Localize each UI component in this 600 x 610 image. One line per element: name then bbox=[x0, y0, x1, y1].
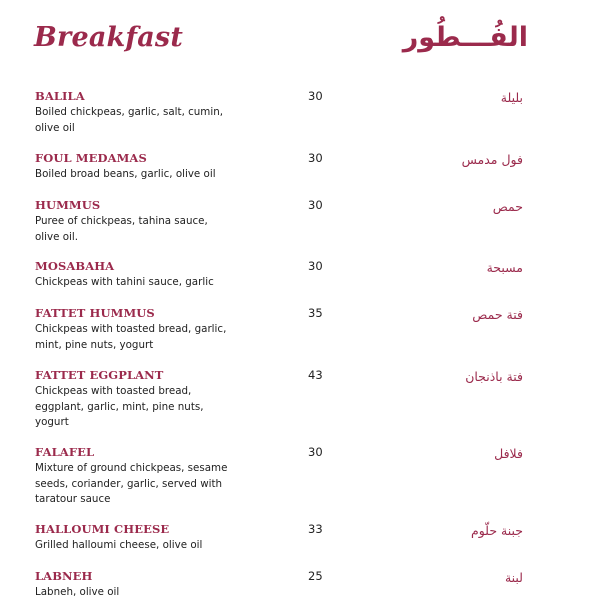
item-name-ar: لبنة bbox=[504, 570, 523, 585]
section-title-en: Breakfast bbox=[34, 22, 184, 53]
item-price: 30 bbox=[308, 151, 323, 165]
item-description: Chickpeas with toasted bread, eggplant, garlic, mint, pine nuts, yogurt bbox=[35, 385, 204, 428]
item-name-ar: فلافل bbox=[494, 446, 523, 461]
item-description: Chickpeas with toasted bread, garlic, mint, pine nuts, yogurt bbox=[35, 323, 227, 351]
item-name-ar: فول مدمس bbox=[461, 152, 523, 167]
item-name-en: MOSABAHA bbox=[35, 259, 115, 273]
item-description: Boiled chickpeas, garlic, salt, cumin, olive oil bbox=[35, 106, 223, 134]
item-price: 30 bbox=[308, 89, 323, 103]
item-price: 30 bbox=[308, 259, 323, 273]
item-price: 30 bbox=[308, 198, 323, 212]
item-price: 35 bbox=[308, 306, 323, 320]
item-description: Boiled broad beans, garlic, olive oil bbox=[35, 168, 216, 180]
section-title-ar: الفُـــطُور bbox=[402, 22, 528, 53]
item-price: 30 bbox=[308, 445, 323, 459]
item-description: Mixture of ground chickpeas, sesame seeds, coriander, garlic, served with taratour sauce bbox=[35, 462, 228, 505]
item-name-en: LABNEH bbox=[35, 569, 93, 583]
item-name-en: HALLOUMI CHEESE bbox=[35, 522, 170, 536]
item-price: 25 bbox=[308, 569, 323, 583]
item-name-en: FOUL MEDAMAS bbox=[35, 151, 147, 165]
item-name-en: BALILA bbox=[35, 89, 85, 103]
item-description: Grilled halloumi cheese, olive oil bbox=[35, 539, 203, 551]
item-description: Puree of chickpeas, tahina sauce, olive oil. bbox=[35, 215, 208, 243]
item-price: 33 bbox=[308, 522, 323, 536]
item-description: Chickpeas with tahini sauce, garlic bbox=[35, 276, 214, 288]
item-name-en: FATTET HUMMUS bbox=[35, 306, 155, 320]
item-price: 43 bbox=[308, 368, 323, 382]
item-name-ar: فتة باذنجان bbox=[465, 369, 523, 384]
item-name-en: FATTET EGGPLANT bbox=[35, 368, 164, 382]
item-name-en: HUMMUS bbox=[35, 198, 101, 212]
item-description: Labneh, olive oil bbox=[35, 586, 120, 598]
item-name-ar: حمص bbox=[492, 199, 523, 214]
item-name-ar: بليلة bbox=[500, 90, 523, 105]
item-name-en: FALAFEL bbox=[35, 445, 95, 459]
item-name-ar: جبنة حلّوم bbox=[470, 523, 523, 538]
item-name-ar: فتة حمص bbox=[472, 307, 523, 322]
item-name-ar: مسبحة bbox=[486, 260, 523, 275]
